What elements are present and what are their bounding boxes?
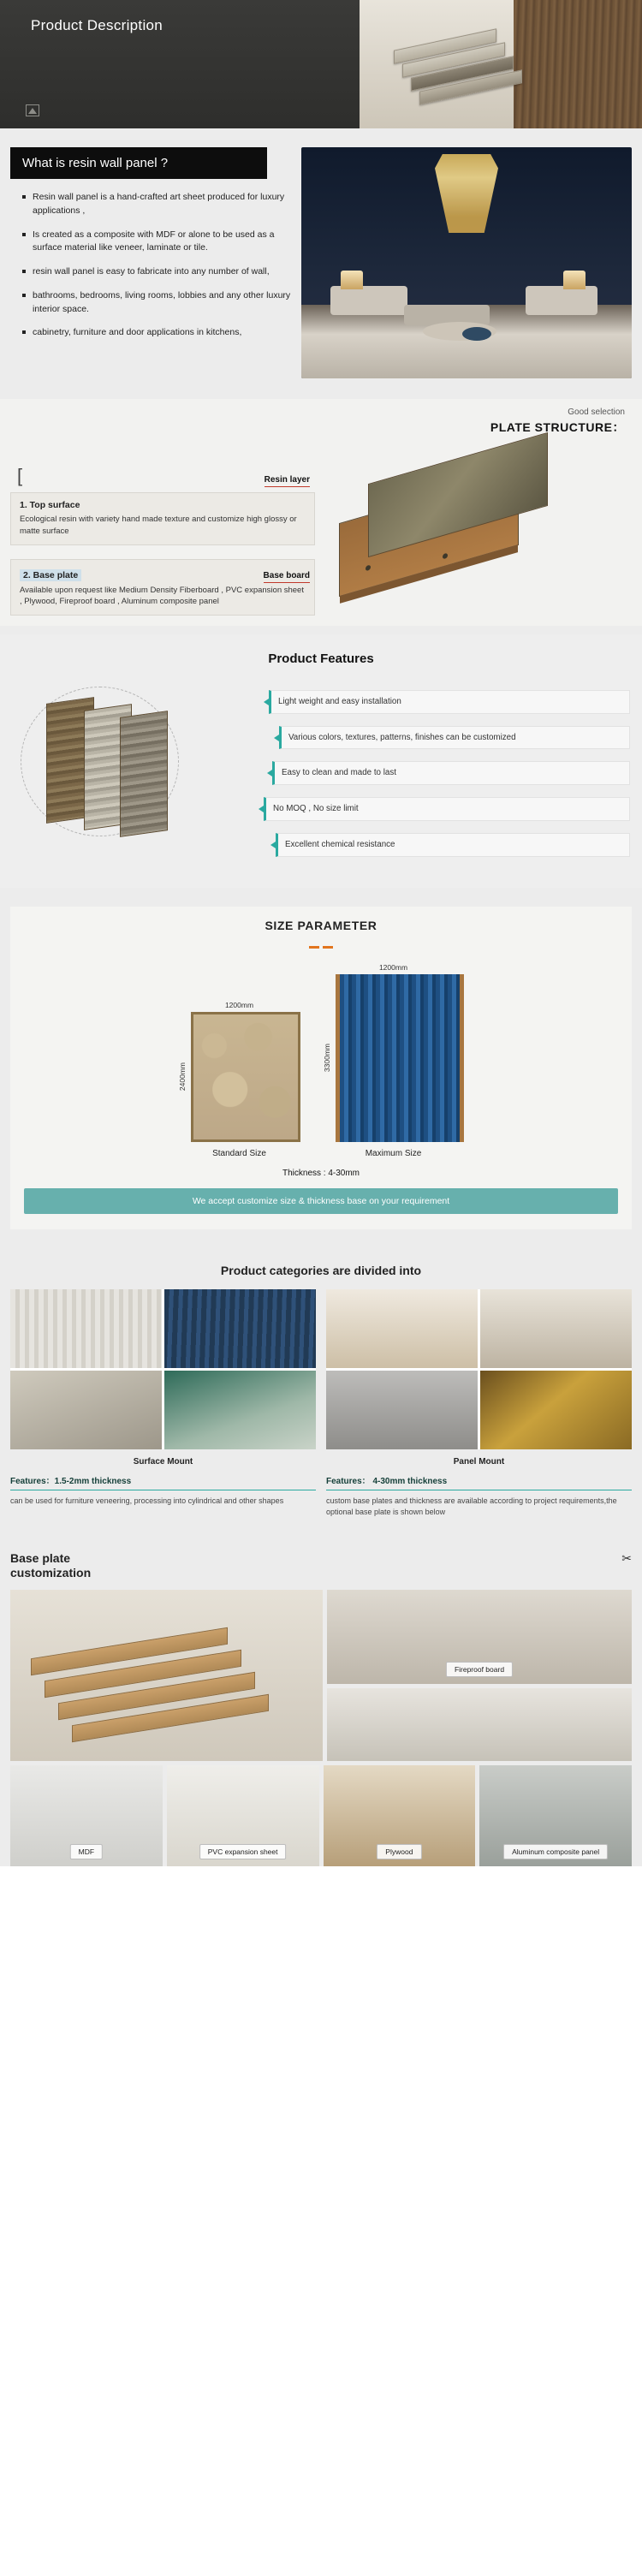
- page-title: Product Description: [31, 17, 163, 33]
- plywood-image: [324, 1765, 476, 1866]
- what-is-bullet-list: [10, 191, 293, 340]
- feature-item: Easy to clean and made to last: [272, 761, 630, 785]
- surface-mount-features-head: Features：1.5-2mm thickness: [10, 1473, 316, 1490]
- panel-mount-features-desc: custom base plates and thickness are available according to project requirements,the optional base plate is shown below: [326, 1496, 617, 1517]
- panel-mount-features-head: Features： 4-30mm thickness: [326, 1473, 632, 1490]
- tools-icon: ✂: [621, 1550, 632, 1565]
- plate-structure-notes: [10, 443, 315, 616]
- gallery-image: [480, 1289, 632, 1368]
- pouf: [462, 327, 491, 341]
- plate-structure-section: [0, 399, 642, 626]
- surface-mount-features-desc: can be used for furniture veneering, processing into cylindrical and other shapes: [10, 1496, 284, 1505]
- gallery-image: [326, 1371, 478, 1449]
- what-is-section: [0, 137, 642, 390]
- lobby-interior-image: [301, 147, 632, 378]
- resin-layer-label: Resin layer: [265, 475, 310, 487]
- lamp: [341, 271, 363, 289]
- standard-size-panel-image: [191, 1012, 300, 1142]
- what-is-heading: What is resin wall panel ?: [10, 147, 267, 179]
- product-features-section: [0, 634, 642, 888]
- section-divider: [0, 128, 642, 137]
- list-item: Resin wall panel is a hand-crafted art sheet produced for luxury applications ,: [22, 191, 293, 218]
- feature-item: No MOQ , No size limit: [264, 797, 630, 821]
- sofa: [526, 286, 597, 315]
- product-categories-section: [0, 1248, 642, 1532]
- title-underline-decor: [24, 937, 618, 953]
- maximum-size-caption: Maximum Size: [365, 1148, 422, 1158]
- top-surface-card-body: Ecological resin with variety hand made texture and customize high glossy or matte surface: [20, 515, 297, 536]
- plate-structure-eyebrow: Good selection: [568, 408, 625, 417]
- fireproof-board-tag: Fireproof board: [446, 1662, 513, 1677]
- gallery-image: [480, 1371, 632, 1449]
- what-is-text-column: [10, 147, 293, 378]
- base-plate-extra-image: [327, 1688, 632, 1761]
- product-categories-title: Product categories are divided into: [220, 1263, 422, 1277]
- top-surface-card: [10, 492, 315, 545]
- sofa: [330, 286, 407, 315]
- image-placeholder-icon: [26, 104, 39, 116]
- product-features-list: [264, 681, 630, 869]
- panel-mount-gallery: [326, 1289, 632, 1449]
- panel-mount-column: [326, 1289, 632, 1519]
- mdf-tag: MDF: [70, 1844, 103, 1859]
- feature-item: Excellent chemical resistance: [276, 833, 630, 857]
- pvc-expansion-sheet-image: [167, 1765, 319, 1866]
- surface-mount-caption: Surface Mount: [133, 1456, 193, 1466]
- panel-sample: [120, 711, 168, 837]
- pvc-expansion-sheet-tag: PVC expansion sheet: [199, 1844, 287, 1859]
- section-divider: [0, 1532, 642, 1541]
- product-features-image: [12, 681, 252, 844]
- base-plate-title-line2: customization: [10, 1566, 92, 1580]
- size-parameter-title: SIZE PARAMETER: [265, 918, 377, 932]
- maximum-height-label: 3300mm: [323, 1044, 331, 1073]
- thickness-label: Thickness : 4-30mm: [282, 1168, 360, 1178]
- section-divider: [0, 1240, 642, 1248]
- feature-item: Light weight and easy installation: [269, 690, 630, 714]
- surface-mount-gallery: [10, 1289, 316, 1449]
- surface-mount-column: [10, 1289, 316, 1519]
- standard-height-label: 2400mm: [178, 1062, 187, 1092]
- maximum-width-label: 1200mm: [378, 962, 408, 972]
- list-item: bathrooms, bedrooms, living rooms, lobbies and any other luxury interior space.: [22, 289, 293, 317]
- section-divider: [0, 888, 642, 896]
- bracket-icon: [: [17, 465, 23, 486]
- mdf-sample-image: [10, 1765, 163, 1866]
- plate-structure-title: PLATE STRUCTURE：: [490, 420, 625, 434]
- section-divider: [0, 626, 642, 634]
- size-parameter-section: [0, 896, 642, 1240]
- lamp: [563, 271, 586, 289]
- maximum-size-block: [323, 963, 464, 1158]
- list-item: resin wall panel is easy to fabricate into any number of wall,: [22, 265, 293, 279]
- gallery-image: [10, 1371, 162, 1449]
- header-banner: [0, 0, 642, 128]
- base-plate-card-body: Available upon request like Medium Density Fiberboard , PVC expansion sheet , Plywood, Fireproof board , Aluminum composite panel: [20, 585, 304, 607]
- gallery-image: [10, 1289, 162, 1368]
- base-plate-card-title: 2. Base plate: [20, 569, 81, 581]
- gallery-image: [164, 1289, 316, 1368]
- section-divider: [0, 390, 642, 399]
- plate-structure-image: [324, 443, 632, 597]
- panel-mount-caption: Panel Mount: [453, 1456, 505, 1466]
- customize-notice-bar: We accept customize size & thickness base on your requirement: [24, 1188, 618, 1214]
- feature-item: Various colors, textures, patterns, finishes can be customized: [279, 726, 630, 750]
- standard-size-block: [178, 1001, 300, 1158]
- banner-plank-stack: [394, 24, 522, 105]
- base-plate-section: [0, 1541, 642, 1866]
- chandelier-decor: [435, 154, 498, 233]
- base-plate-title-line1: Base plate: [10, 1550, 71, 1565]
- list-item: Is created as a composite with MDF or alone to be used as a surface material like veneer, laminate or tile.: [22, 229, 293, 256]
- gallery-image: [326, 1289, 478, 1368]
- plywood-tag: Plywood: [377, 1844, 421, 1859]
- product-features-title: Product Features: [268, 651, 374, 667]
- list-item: cabinetry, furniture and door applications in kitchens,: [22, 326, 293, 340]
- standard-size-caption: Standard Size: [212, 1148, 266, 1158]
- banner-product-image: [360, 0, 642, 128]
- banner-wood-texture: [514, 0, 642, 128]
- mdf-stack-image: [10, 1590, 323, 1761]
- base-plate-card: [10, 559, 315, 616]
- top-surface-card-title: 1. Top surface: [20, 500, 80, 510]
- fireproof-board-image: [327, 1590, 632, 1684]
- aluminum-composite-panel-tag: Aluminum composite panel: [503, 1844, 608, 1859]
- standard-width-label: 1200mm: [224, 1000, 254, 1009]
- gallery-image: [164, 1371, 316, 1449]
- aluminum-composite-panel-image: [479, 1765, 632, 1866]
- maximum-size-panel-image: [336, 974, 464, 1142]
- base-board-label: Base board: [264, 571, 310, 583]
